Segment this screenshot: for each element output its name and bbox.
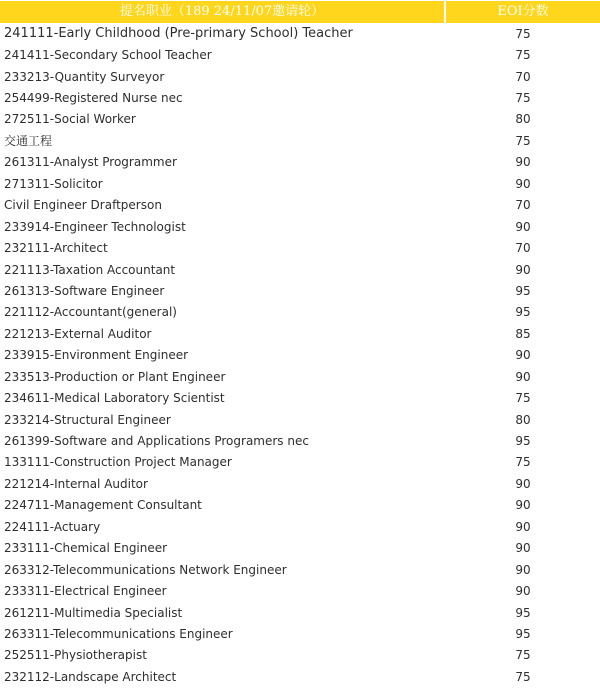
occupation-cell: 232112-Landscape Architect xyxy=(4,669,177,684)
occupation-cell: 221214-Internal Auditor xyxy=(4,476,148,491)
table-row xyxy=(0,430,600,451)
table-row xyxy=(0,666,600,687)
score-cell: 75 xyxy=(515,133,531,148)
occupation-cell: 233915-Environment Engineer xyxy=(4,348,189,363)
table-row xyxy=(0,366,600,387)
occupation-cell: 254499-Registered Nurse nec xyxy=(4,91,183,106)
occupation-cell: 263312-Telecommunications Network Engineer xyxy=(4,562,287,577)
table-body xyxy=(0,23,600,688)
score-cell: 90 xyxy=(515,369,531,384)
score-cell: 75 xyxy=(515,91,531,106)
table-row xyxy=(0,409,600,430)
score-cell: 95 xyxy=(515,626,531,641)
occupation-cell: 233914-Engineer Technologist xyxy=(4,219,186,234)
score-cell: 90 xyxy=(515,562,531,577)
occupation-cell: 224711-Management Consultant xyxy=(4,498,202,513)
occupation-cell: 221213-External Auditor xyxy=(4,326,152,341)
score-cell: 80 xyxy=(515,412,531,427)
table-row xyxy=(0,580,600,601)
table-row xyxy=(0,109,600,130)
score-cell: 90 xyxy=(515,476,531,491)
table-row xyxy=(0,195,600,216)
occupation-cell: 133111-Construction Project Manager xyxy=(4,455,232,470)
occupation-cell: 263311-Telecommunications Engineer xyxy=(4,626,233,641)
table-row xyxy=(0,452,600,473)
occupation-cell: 224111-Actuary xyxy=(4,519,101,534)
table-row xyxy=(0,130,600,151)
table-row xyxy=(0,66,600,87)
occupation-cell: 261311-Analyst Programmer xyxy=(4,155,177,170)
score-cell: 75 xyxy=(515,669,531,684)
table-row xyxy=(0,345,600,366)
score-cell: 90 xyxy=(515,348,531,363)
table-row xyxy=(0,152,600,173)
occupation-cell: 221113-Taxation Accountant xyxy=(4,262,176,277)
occupation-cell: Civil Engineer Draftperson xyxy=(4,198,162,213)
table-row xyxy=(0,87,600,108)
occupation-cell: 234611-Medical Laboratory Scientist xyxy=(4,391,225,406)
table-row xyxy=(0,495,600,516)
table-row xyxy=(0,559,600,580)
score-cell: 70 xyxy=(515,69,531,84)
occupation-cell: 233513-Production or Plant Engineer xyxy=(4,369,226,384)
score-cell: 85 xyxy=(515,326,531,341)
table-row xyxy=(0,623,600,644)
score-cell: 95 xyxy=(515,305,531,320)
score-cell: 90 xyxy=(515,584,531,599)
header-occupation: 提名职业（189 24/11/07邀请轮） xyxy=(0,1,444,23)
occupation-cell: 261313-Software Engineer xyxy=(4,283,165,298)
score-cell: 75 xyxy=(515,648,531,663)
occupation-cell: 272511-Social Worker xyxy=(4,112,136,127)
occupation-cell: 261399-Software and Applications Programers nec xyxy=(4,434,309,449)
occupation-cell: 233311-Electrical Engineer xyxy=(4,584,167,599)
table-row xyxy=(0,23,600,44)
score-cell: 90 xyxy=(515,262,531,277)
table-row xyxy=(0,602,600,623)
table-row xyxy=(0,173,600,194)
table-row xyxy=(0,44,600,65)
occupation-cell: 252511-Physiotherapist xyxy=(4,648,147,663)
table-row xyxy=(0,473,600,494)
score-cell: 90 xyxy=(515,541,531,556)
score-cell: 90 xyxy=(515,176,531,191)
occupation-cell: 交通工程 xyxy=(4,134,53,149)
score-cell: 70 xyxy=(515,241,531,256)
occupation-cell: 221112-Accountant(general) xyxy=(4,305,177,320)
occupation-cell: 241411-Secondary School Teacher xyxy=(4,48,212,63)
score-cell: 75 xyxy=(515,391,531,406)
score-cell: 90 xyxy=(515,155,531,170)
score-cell: 80 xyxy=(515,112,531,127)
score-cell: 75 xyxy=(515,26,531,41)
occupation-cell: 261211-Multimedia Specialist xyxy=(4,605,183,620)
score-cell: 70 xyxy=(515,198,531,213)
occupation-cell: 271311-Solicitor xyxy=(4,176,103,191)
score-cell: 90 xyxy=(515,519,531,534)
score-cell: 90 xyxy=(515,219,531,234)
score-cell: 95 xyxy=(515,434,531,449)
score-cell: 75 xyxy=(515,48,531,63)
occupation-cell: 241111-Early Childhood (Pre-primary School) Teacher xyxy=(4,26,353,42)
table-row xyxy=(0,237,600,258)
table-row xyxy=(0,259,600,280)
table-row xyxy=(0,323,600,344)
table-header xyxy=(0,1,600,23)
score-cell: 95 xyxy=(515,605,531,620)
header-eoi-score: EOI分数 xyxy=(446,1,600,23)
table-row xyxy=(0,216,600,237)
score-cell: 90 xyxy=(515,498,531,513)
table-row xyxy=(0,538,600,559)
score-cell: 75 xyxy=(515,455,531,470)
table-row xyxy=(0,516,600,537)
occupation-cell: 233214-Structural Engineer xyxy=(4,412,171,427)
occupation-cell: 232111-Architect xyxy=(4,241,108,256)
table-row xyxy=(0,387,600,408)
table-row xyxy=(0,302,600,323)
table-row xyxy=(0,645,600,666)
occupation-cell: 233213-Quantity Surveyor xyxy=(4,69,165,84)
score-cell: 95 xyxy=(515,283,531,298)
table-row xyxy=(0,280,600,301)
occupation-cell: 233111-Chemical Engineer xyxy=(4,541,168,556)
